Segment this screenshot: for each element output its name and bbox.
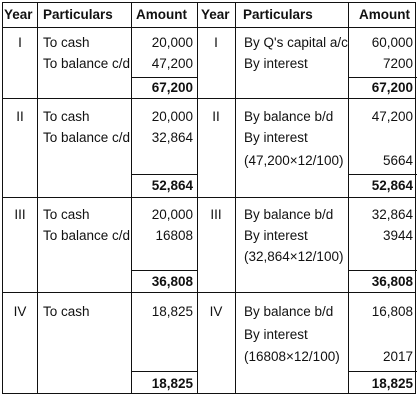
credit-particular: By interest	[244, 228, 308, 243]
column-divider	[37, 3, 38, 393]
credit-particular: By balance b/d	[244, 304, 334, 319]
total-rule	[348, 77, 417, 78]
year-label-right: III	[210, 207, 222, 222]
debit-amount: 20,000	[151, 35, 193, 50]
header-amount-right: Amount	[359, 7, 410, 22]
debit-particular: To balance c/d	[43, 130, 131, 145]
year-label-right: I	[214, 35, 218, 50]
credit-particular: (47,200×12/100)	[244, 153, 344, 168]
debit-particular: To cash	[43, 207, 90, 222]
debit-amount: 20,000	[151, 109, 193, 124]
header-year-left: Year	[4, 7, 33, 22]
debit-amount: 18,825	[151, 304, 193, 319]
year-label-left: II	[16, 109, 24, 124]
debit-particular: To cash	[43, 35, 90, 50]
year-label-left: I	[18, 35, 22, 50]
header-amount-left: Amount	[136, 7, 187, 22]
credit-amount: 7200	[382, 56, 413, 71]
ledger-table	[2, 2, 416, 394]
total-rule	[131, 174, 197, 175]
credit-particular: By balance b/d	[244, 109, 334, 124]
header-year-right: Year	[201, 7, 230, 22]
credit-amount: 60,000	[371, 35, 413, 50]
year-label-left: IV	[13, 304, 27, 319]
debit-particular: To balance c/d	[43, 228, 131, 243]
credit-total: 36,808	[371, 274, 413, 289]
debit-particular: To cash	[43, 109, 90, 124]
debit-total: 18,825	[151, 376, 193, 391]
row-divider	[3, 98, 415, 99]
row-divider	[3, 292, 415, 293]
debit-amount: 20,000	[151, 207, 193, 222]
credit-particular: By balance b/d	[244, 207, 334, 222]
credit-total: 52,864	[371, 178, 413, 193]
credit-particular: (16808×12/100)	[244, 349, 340, 364]
debit-particular: To cash	[43, 304, 90, 319]
credit-amount: 47,200	[371, 109, 413, 124]
debit-particular: To balance c/d	[43, 56, 131, 71]
credit-particular: By interest	[244, 130, 308, 145]
debit-amount: 47,200	[151, 56, 193, 71]
credit-particular: By Q's capital a/c	[244, 35, 348, 50]
total-rule	[131, 270, 197, 271]
debit-total: 36,808	[151, 274, 193, 289]
credit-amount: 2017	[382, 349, 413, 364]
credit-total: 18,825	[371, 376, 413, 391]
year-label-left: III	[14, 207, 26, 222]
header-particulars-left: Particulars	[43, 7, 113, 22]
total-rule	[131, 371, 197, 372]
credit-amount: 32,864	[371, 207, 413, 222]
credit-particular: (32,864×12/100)	[244, 249, 344, 264]
total-rule	[348, 174, 417, 175]
header-divider	[3, 27, 415, 28]
year-label-right: II	[212, 109, 220, 124]
total-rule	[131, 77, 197, 78]
year-label-right: IV	[209, 304, 223, 319]
debit-amount: 16808	[155, 228, 193, 243]
column-divider	[235, 3, 236, 393]
credit-amount: 5664	[382, 153, 413, 168]
credit-amount: 3944	[382, 228, 413, 243]
column-divider	[197, 3, 198, 393]
debit-amount: 32,864	[151, 130, 193, 145]
credit-total: 67,200	[371, 80, 413, 95]
total-rule	[348, 371, 417, 372]
credit-amount: 16,808	[371, 304, 413, 319]
credit-particular: By interest	[244, 327, 308, 342]
debit-total: 52,864	[151, 178, 193, 193]
credit-particular: By interest	[244, 56, 308, 71]
row-divider	[3, 197, 415, 198]
header-particulars-right: Particulars	[243, 7, 313, 22]
debit-total: 67,200	[151, 80, 193, 95]
total-rule	[348, 270, 417, 271]
